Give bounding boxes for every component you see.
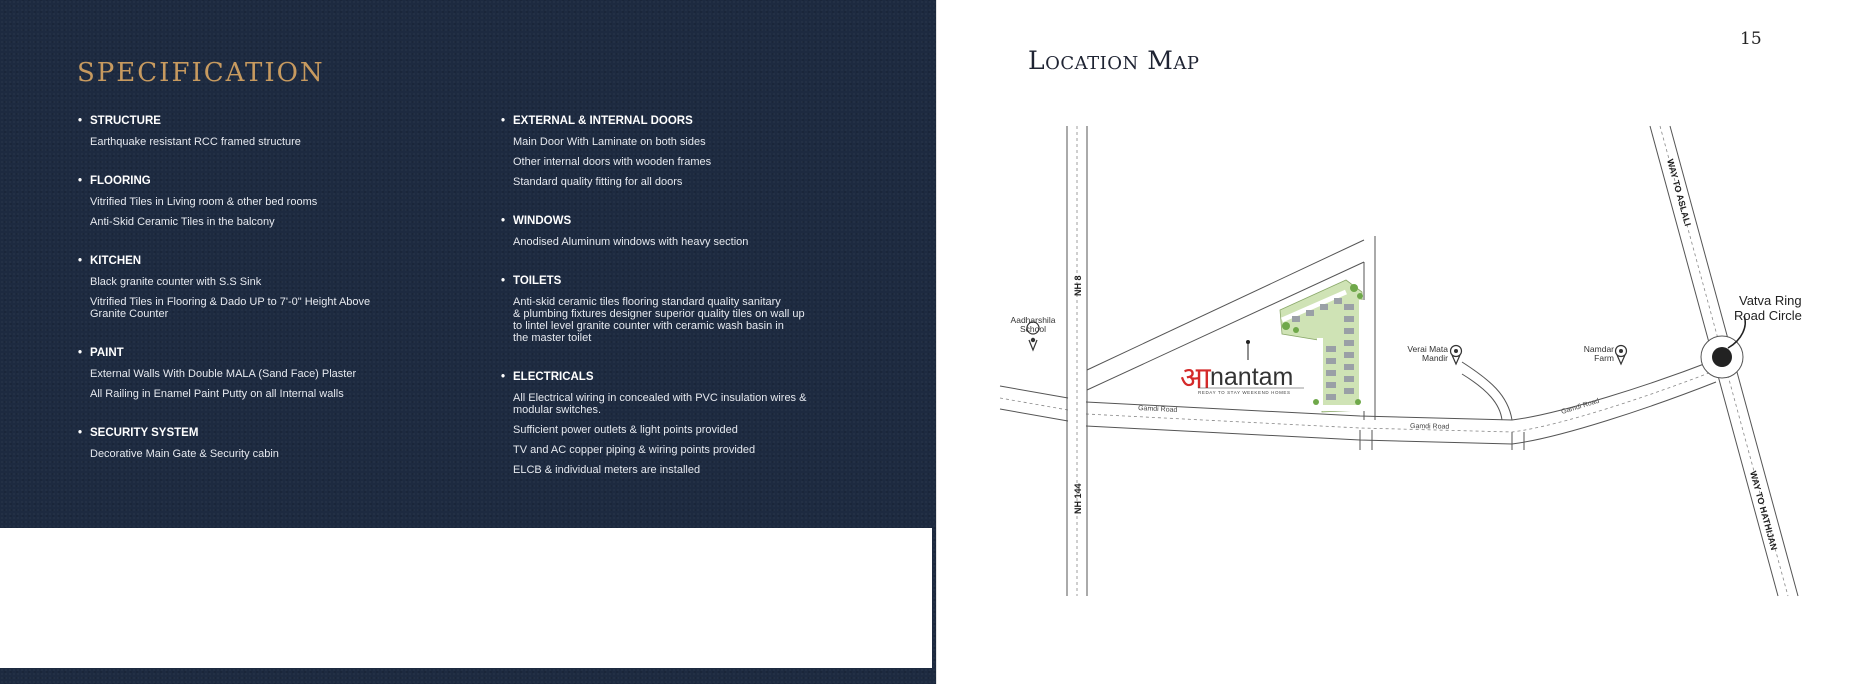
spec-item: Decorative Main Gate & Security cabin [90,448,279,460]
logo-name: nantam [1210,363,1294,391]
cross-road-centerline [1000,398,1068,410]
spec-item: Anti-Skid Ceramic Tiles in the balcony [90,216,275,228]
spec-item: All Electrical wiring in concealed with PVC insulation wires & modular switches. [513,392,807,416]
verai-mata-label: Verai Mata Mandir [1407,344,1448,363]
namdar-label: Namdar Farm [1583,344,1614,363]
spec-item: Earthquake resistant RCC framed structure [90,136,301,148]
gamdi-road-label-1: Gamdi Road [1137,405,1178,415]
way-to-hathijan-label: WAY TO HATHIJAN [1748,469,1780,552]
farm-pin-icon [1616,346,1627,365]
spec-item: ELCB & individual meters are installed [513,464,701,476]
temple-road-edge [1462,374,1502,420]
spec-item: Standard quality fitting for all doors [513,176,683,188]
spec-heading: • PAINT [78,346,458,360]
road-stub [1512,432,1524,450]
gamdi-road-label-3: Gamdi Road [1560,397,1601,416]
spec-heading: • EXTERNAL & INTERNAL DOORS [501,114,881,128]
spec-item: Vitrified Tiles in Living room & other bed rooms [90,196,318,208]
spec-item: Other internal doors with wooden frames [513,156,712,168]
way-to-aslali-label: WAY TO ASLALI [1665,157,1693,228]
temple-road-edge [1462,362,1512,420]
nh144-label: NH 144 [1073,483,1083,514]
aadharshila-label: Aadharshila School [1010,315,1056,334]
spec-heading: • WINDOWS [501,214,881,228]
spec-item: External Walls With Double MALA (Sand Face) Plaster [90,368,357,380]
spec-item: Sufficient power outlets & light points provided [513,424,738,436]
spec-item: Anti-skid ceramic tiles flooring standard quality sanitary & plumbing fixtures designer superior quality tiles on wall up to lintel level granite counter with ceramic wash basin in the master toilet [513,296,805,344]
project-pointer-dot [1246,340,1250,344]
cross-road-edge [1000,409,1068,421]
spec-heading: • SECURITY SYSTEM [78,426,458,440]
gamdi-road-label-2: Gamdi Road [1409,423,1450,431]
spec-item: Anodised Aluminum windows with heavy section [513,236,749,248]
spec-item: TV and AC copper piping & wiring points provided [513,444,756,456]
spec-item: Black granite counter with S.S Sink [90,276,262,288]
spec-item: Main Door With Laminate on both sides [513,136,706,148]
spec-heading: • ELECTRICALS [501,370,881,384]
map-title: Location Map [1028,46,1200,75]
logo-mark: आ [1180,362,1211,395]
spec-item: All Railing in Enamel Paint Putty on all Internal walls [90,388,344,400]
spec-heading: • KITCHEN [78,254,458,268]
specification-title: SPECIFICATION [77,58,325,88]
nh8-label: NH 8 [1073,275,1083,296]
temple-pin-icon [1451,346,1462,365]
vatva-ring-road-label: Vatva Ring Road Circle [1734,293,1802,323]
spec-heading: • TOILETS [501,274,881,288]
spec-heading: • STRUCTURE [78,114,458,128]
page-number: 15 [1740,29,1762,49]
logo-tagline: REDAY TO STAY WEEKEND HOMES [1198,390,1291,395]
spec-item: Vitrified Tiles in Flooring & Dado UP to 7'-0" Height Above Granite Counter [90,296,371,320]
cross-road-edge [1000,386,1068,398]
spec-heading: • FLOORING [78,174,458,188]
ring-road-dot [1712,347,1732,367]
